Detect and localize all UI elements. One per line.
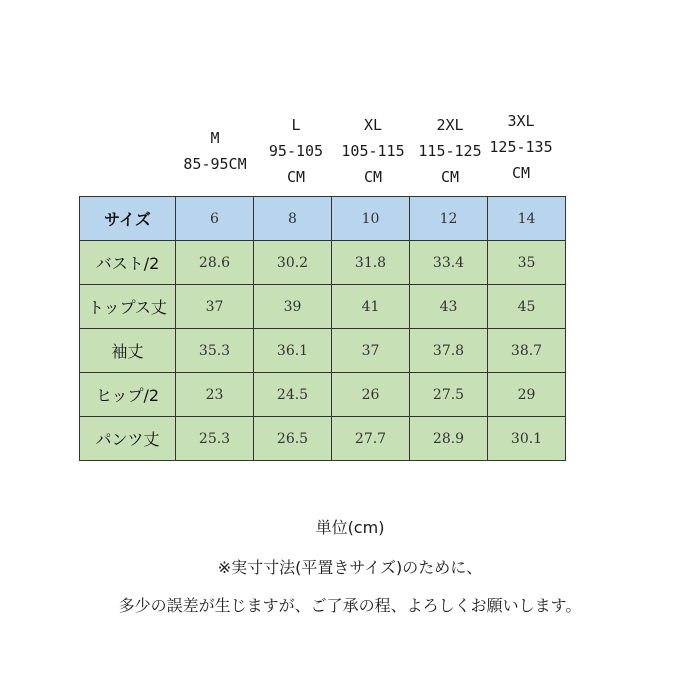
table-cell: 33.4: [410, 241, 488, 285]
col-size: 2XL: [436, 116, 464, 134]
table-cell: 30.2: [254, 241, 332, 285]
table-cell: 35: [488, 241, 566, 285]
table-cell: 14: [488, 197, 566, 241]
table-cell: 38.7: [488, 329, 566, 373]
table-row-sleeve-length: [80, 329, 566, 373]
table-cell: 10: [332, 197, 410, 241]
col-header-3xl: [476, 108, 566, 186]
table-cell: 31.8: [332, 241, 410, 285]
table-cell: 35.3: [176, 329, 254, 373]
row-label: バスト/2: [80, 241, 176, 285]
table-cell: 39: [254, 285, 332, 329]
table-cell: 12: [410, 197, 488, 241]
table-row-bust: [80, 241, 566, 285]
table-row-hip: [80, 373, 566, 417]
col-unit: CM: [286, 168, 306, 186]
table-cell: 41: [332, 285, 410, 329]
table-cell: 8: [254, 197, 332, 241]
size-table: [79, 196, 566, 461]
table-header-row: [80, 197, 566, 241]
table-row-pants-length: [80, 417, 566, 461]
table-cell: 23: [176, 373, 254, 417]
col-size: XL: [363, 116, 383, 134]
col-unit: CM: [440, 168, 460, 186]
table-cell: 24.5: [254, 373, 332, 417]
table-cell: 43: [410, 285, 488, 329]
col-range: 105-115: [341, 142, 405, 160]
table-cell: 37: [332, 329, 410, 373]
col-range: 95-105: [268, 142, 324, 160]
table-cell: 45: [488, 285, 566, 329]
table-row-tops-length: [80, 285, 566, 329]
row-label: 袖丈: [80, 329, 176, 373]
row-label: トップス丈: [80, 285, 176, 329]
unit-note: 単位(cm): [315, 518, 385, 537]
table-cell: 25.3: [176, 417, 254, 461]
col-header-m: [170, 125, 260, 177]
table-cell: 37.8: [410, 329, 488, 373]
table-cell: 27.7: [332, 417, 410, 461]
measurement-note: ※実寸寸法(平置きサイズ)のために、: [217, 558, 483, 577]
table-cell: 28.6: [176, 241, 254, 285]
table-cell: 26: [332, 373, 410, 417]
table-cell: 27.5: [410, 373, 488, 417]
col-range: 125-135: [489, 138, 553, 156]
col-size: L: [291, 116, 301, 134]
col-size: M: [210, 129, 220, 147]
row-label: ヒップ/2: [80, 373, 176, 417]
error-note: 多少の誤差が生じますが、ご了承の程、よろしくお願いします。: [118, 596, 582, 615]
table-cell: 30.1: [488, 417, 566, 461]
table-cell: 26.5: [254, 417, 332, 461]
table-cell: 28.9: [410, 417, 488, 461]
row-label: パンツ丈: [80, 417, 176, 461]
table-cell: 6: [176, 197, 254, 241]
table-cell: 36.1: [254, 329, 332, 373]
table-cell: 37: [176, 285, 254, 329]
table-cell: 29: [488, 373, 566, 417]
col-size: 3XL: [507, 112, 535, 130]
row-label: サイズ: [80, 197, 176, 241]
col-unit: CM: [363, 168, 383, 186]
col-range: 85-95CM: [183, 155, 247, 173]
col-unit: CM: [511, 164, 531, 182]
col-range: 115-125: [418, 142, 482, 160]
